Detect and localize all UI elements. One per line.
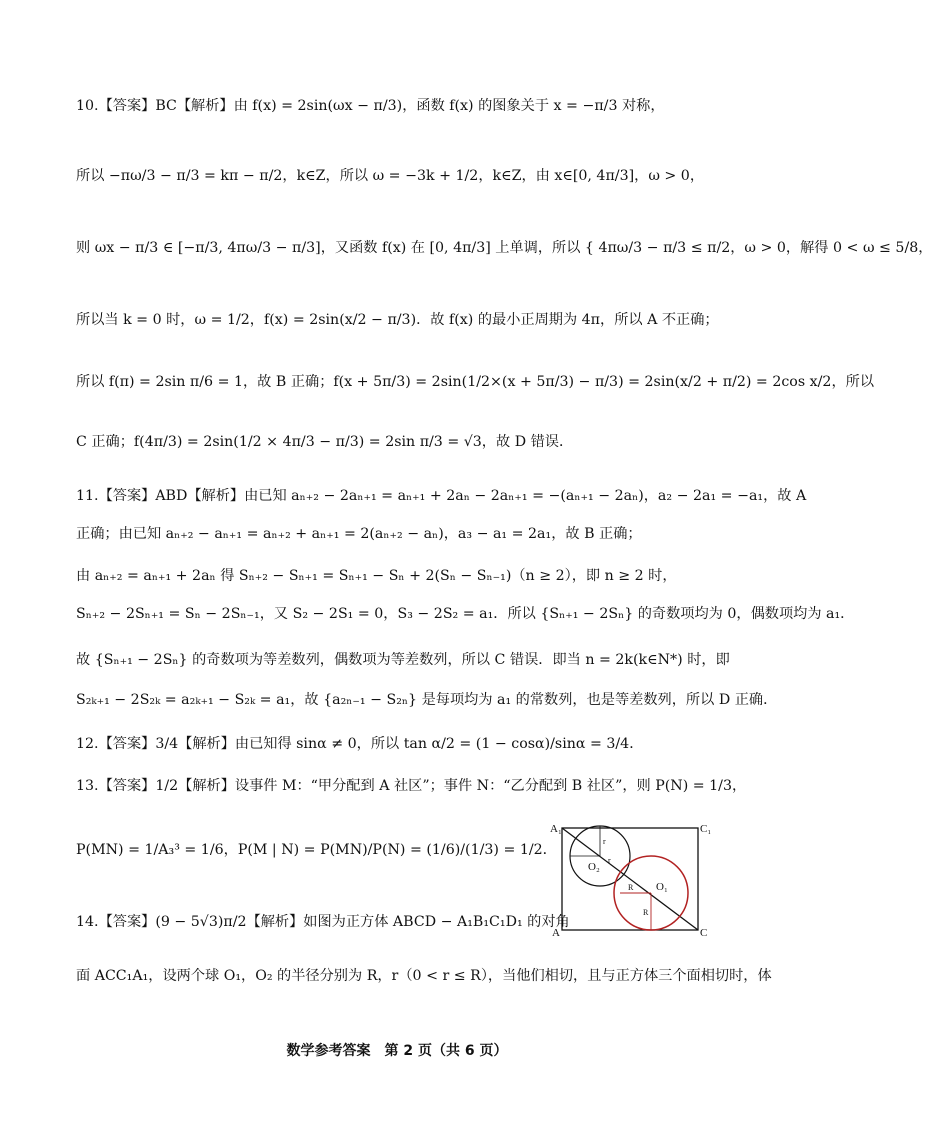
page-footer: 数学参考答案 第 2 页（共 6 页） <box>286 1043 508 1059</box>
q10-line-4: 所以当 k = 0 时，ω = 1/2，f(x) = 2sin(x/2 − π/3)．故 f(x) 的最小正周期为 4π，所以 A 不正确； <box>76 312 719 328</box>
label-C1: C₁ <box>700 823 712 835</box>
q11-line-6: S₂ₖ₊₁ − 2S₂ₖ = a₂ₖ₊₁ − S₂ₖ = a₁，故 {a₂ₙ₋₁ − S₂ₙ} 是每项均为 a₁ 的常数列，也是等差数列，所以 D 正确． <box>76 692 778 708</box>
q11-line-3: 由 aₙ₊₂ = aₙ₊₁ + 2aₙ 得 Sₙ₊₂ − Sₙ₊₁ = Sₙ₊₁ − Sₙ + 2(Sₙ − Sₙ₋₁)（n ≥ 2），即 n ≥ 2 时， <box>76 568 677 584</box>
q10-line-5: 所以 f(π) = 2sin π/6 = 1，故 B 正确；f(x + 5π/3) = 2sin(1/2×(x + 5π/3) − π/3) = 2sin(x/2 + π/2) = 2cos x/2，所以 <box>76 374 875 390</box>
label-R-1: R <box>628 883 634 892</box>
q11-line-5: 故 {Sₙ₊₁ − 2Sₙ} 的奇数项为等差数列，偶数项为等差数列，所以 C 错误．即当 n = 2k(k∈N*) 时，即 <box>76 652 730 668</box>
label-O1: O₁ <box>656 881 668 893</box>
q10-line-1: 10.【答案】BC【解析】由 f(x) = 2sin(ωx − π/3)，函数 f(x) 的图象关于 x = −π/3 对称， <box>76 98 665 114</box>
q13-line-2: P(MN) = 1/A₃³ = 1/6，P(M | N) = P(MN)/P(N) = (1/6)/(1/3) = 1/2． <box>76 842 557 858</box>
q11-line-2: 正确；由已知 aₙ₊₂ − aₙ₊₁ = aₙ₊₂ + aₙ₊₁ = 2(aₙ₊₂ − aₙ)，a₃ − a₁ = 2a₁，故 B 正确； <box>76 526 642 542</box>
q13-line-1: 13.【答案】1/2【解析】设事件 M：“甲分配到 A 社区”；事件 N：“乙分配到 B 社区”，则 P(N) = 1/3， <box>76 778 747 794</box>
diagonal-line <box>562 828 698 930</box>
label-C: C <box>700 927 708 939</box>
q10-line-6: C 正确；f(4π/3) = 2sin(1/2 × 4π/3 − π/3) = 2sin π/3 = √3，故 D 错误． <box>76 434 574 450</box>
q11-line-4: Sₙ₊₂ − 2Sₙ₊₁ = Sₙ − 2Sₙ₋₁，又 S₂ − 2S₁ = 0，S₃ − 2S₂ = a₁．所以 {Sₙ₊₁ − 2Sₙ} 的奇数项均为 0，偶数项均为 a₁． <box>76 606 855 622</box>
label-r-1: r <box>603 837 606 846</box>
label-R-2: R <box>643 908 649 917</box>
q10-line-3: 则 ωx − π/3 ∈ [−π/3, 4πω/3 − π/3]，又函数 f(x) 在 [0, 4π/3] 上单调，所以 { 4πω/3 − π/3 ≤ π/2，ω > 0，解得 0 < ω ≤ 5/8， <box>76 240 932 256</box>
cube-diagonal-section-figure <box>548 818 712 939</box>
q11-line-1: 11.【答案】ABD【解析】由已知 aₙ₊₂ − 2aₙ₊₁ = aₙ₊₁ + 2aₙ − 2aₙ₊₁ = −(aₙ₊₁ − 2aₙ)，a₂ − 2a₁ = −a₁，故 A <box>76 488 807 504</box>
q10-line-2: 所以 −πω/3 − π/3 = kπ − π/2，k∈Z，所以 ω = −3k + 1/2，k∈Z，由 x∈[0, 4π/3]，ω > 0， <box>76 168 705 184</box>
label-r-2: r <box>608 856 611 865</box>
q14-line-1: 14.【答案】(9 − 5√3)π/2【解析】如图为正方体 ABCD − A₁B₁C₁D₁ 的对角 <box>76 914 570 930</box>
label-A1: A₁ <box>550 823 562 835</box>
q14-line-2: 面 ACC₁A₁，设两个球 O₁，O₂ 的半径分别为 R，r（0 < r ≤ R），当他们相切，且与正方体三个面相切时，体 <box>76 968 772 984</box>
label-O2: O₂ <box>588 861 600 873</box>
label-A: A <box>552 927 560 939</box>
q12-line: 12.【答案】3/4【解析】由已知得 sinα ≠ 0，所以 tan α/2 = (1 − cosα)/sinα = 3/4． <box>76 736 644 752</box>
